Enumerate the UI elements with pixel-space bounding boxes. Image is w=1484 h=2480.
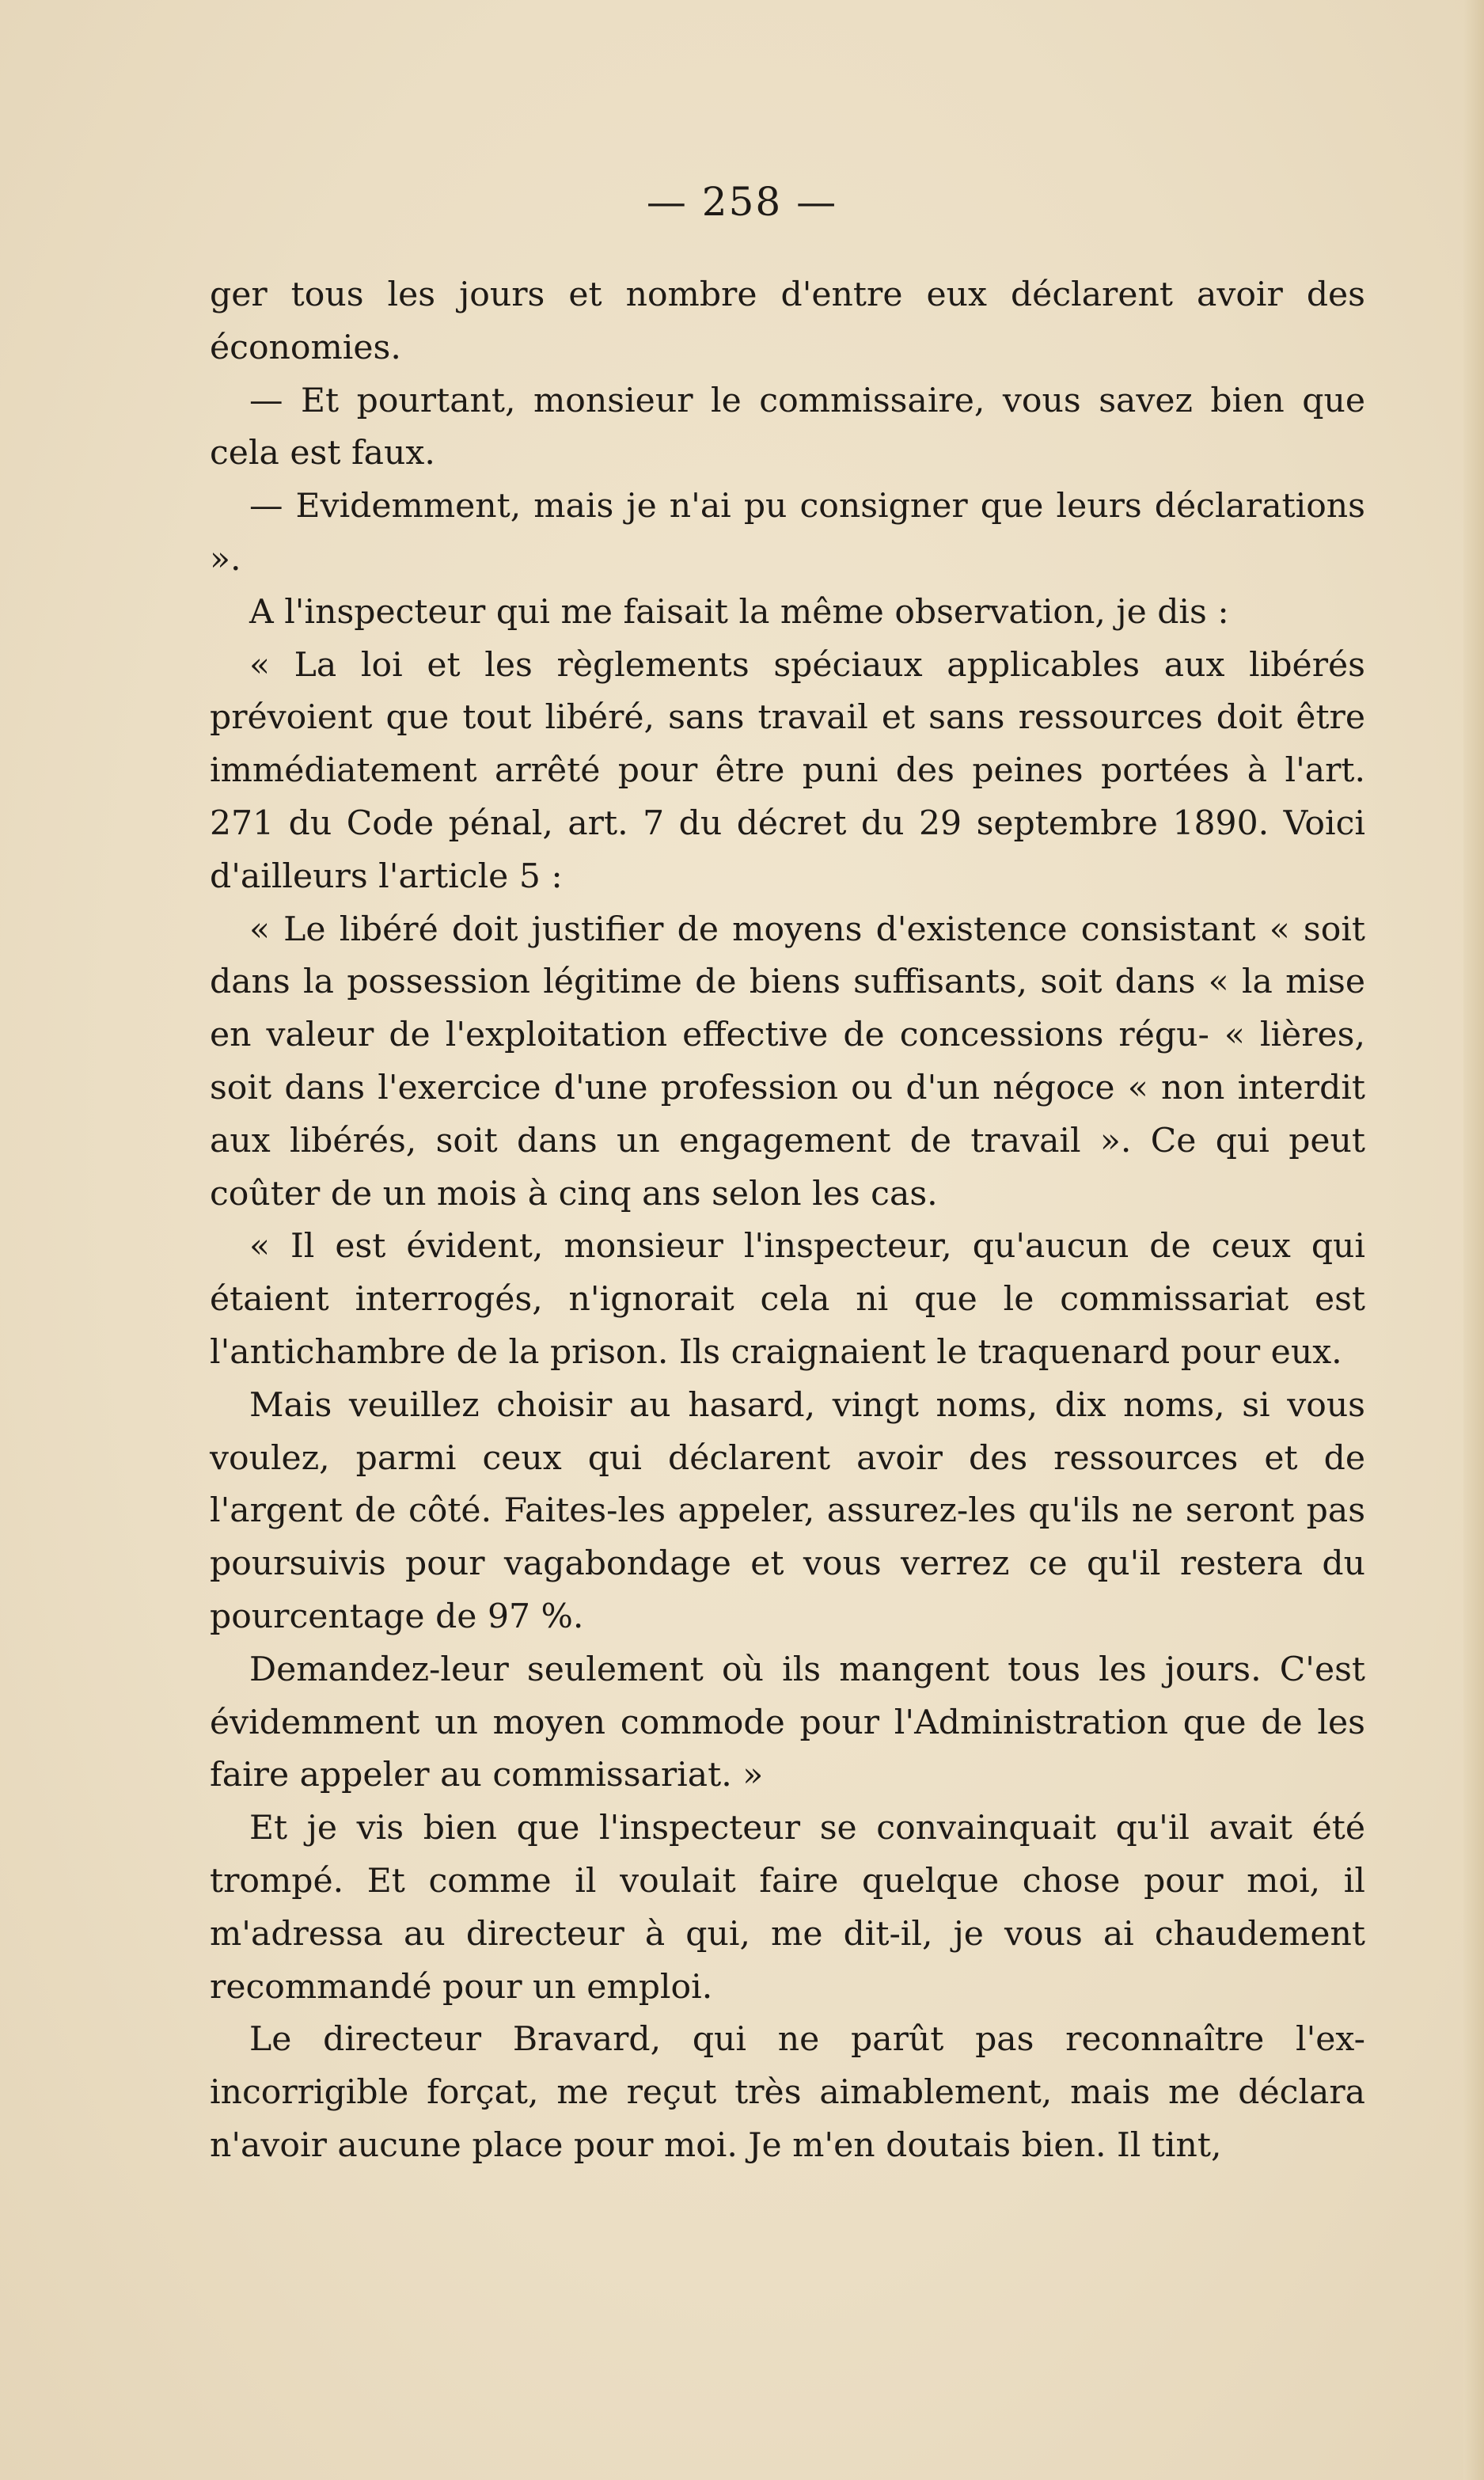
paragraph: « Il est évident, monsieur l'inspecteur, qu'aucun de ceux qui étaient interrogés, n'ignorait cela ni que le commissariat est l'antichambre de la prison. Ils craignaient le traquenard pour eux. [210, 1227, 1365, 1372]
paragraph: « Le libéré doit justifier de moyens d'existence consistant « soit dans la possession légitime de biens suffisants, soit dans « la mise en valeur de l'exploitation effective de concessions régu- « lières, soit dans l'exercice d'une profession ou d'un négoce « non interdit aux libérés, soit dans un engagement de travail ». Ce qui peut coûter de un mois à cinq ans selon les cas. [210, 910, 1365, 1213]
paragraph: Mais veuillez choisir au hasard, vingt noms, dix noms, si vous voulez, parmi ceux qui déclarent avoir des ressources et de l'argent de côté. Faites-les appeler, assurez-les qu'ils ne seront pas poursuivis pour vagabondage et vous verrez ce qu'il restera du pourcentage de 97 %. [210, 1385, 1365, 1636]
paragraph: — Et pourtant, monsieur le commissaire, vous savez bien que cela est faux. [210, 381, 1365, 473]
paragraph: « La loi et les règlements spéciaux applicables aux libérés prévoient que tout libéré, sans travail et sans ressources doit être immédiatement arrêté pour être puni des peines portées à l'art. 271 du Code pénal, art. 7 du décret du 29 septembre 1890. Voici d'ailleurs l'article 5 : [210, 645, 1365, 896]
paragraph: A l'inspecteur qui me faisait la même observation, je dis : [249, 592, 1229, 632]
page-edge [1463, 0, 1484, 2480]
paragraph: Demandez-leur seulement où ils mangent tous les jours. C'est évidemment un moyen commode pour l'Administration que de les faire appeler au commissariat. » [210, 1650, 1365, 1795]
paragraph: Le directeur Bravard, qui ne parût pas reconnaître l'ex-incorrigible forçat, me reçut très aimablement, mais me déclara n'avoir aucune place pour moi. Je m'en doutais bien. Il tint, [210, 2020, 1365, 2165]
paragraph: ger tous les jours et nombre d'entre eux déclarent avoir des économies. [210, 275, 1365, 367]
page-number: — 258 — [646, 179, 838, 225]
paragraph: — Evidemment, mais je n'ai pu consigner que leurs déclarations ». [210, 487, 1365, 579]
body-text [210, 269, 1365, 2173]
paragraph: Et je vis bien que l'inspecteur se convainquait qu'il avait été trompé. Et comme il voulait faire quelque chose pour moi, il m'adressa au directeur à qui, me dit-il, je vous ai chaudement recommandé pour un emploi. [210, 1809, 1365, 2007]
